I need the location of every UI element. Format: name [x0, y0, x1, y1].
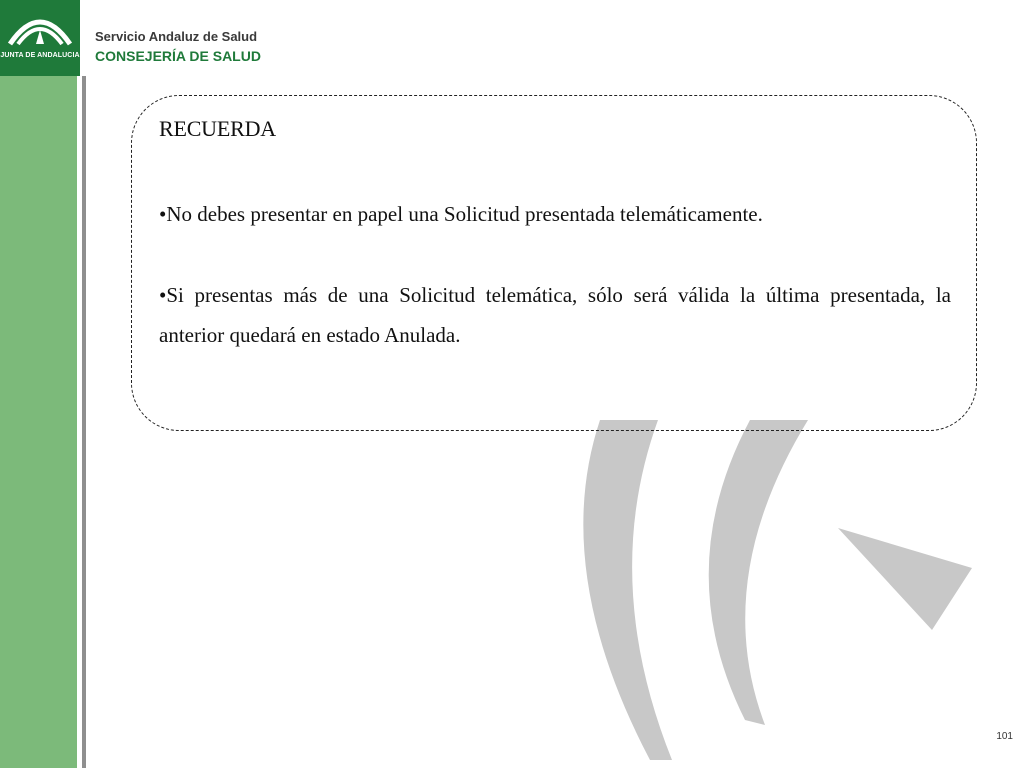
junta-andalucia-logo-icon [0, 0, 80, 76]
logo-caption: JUNTA DE ANDALUCIA [0, 52, 80, 59]
sas-watermark-icon [560, 420, 980, 760]
gray-divider [82, 76, 86, 768]
page-number: 101 [996, 731, 1013, 742]
org-name: Servicio Andaluz de Salud [95, 29, 258, 44]
callout-item: •Si presentas más de una Solicitud telemática, sólo será válida la última presentada, la anterior quedará en estado Anulada. [159, 283, 951, 347]
callout-item: •No debes presentar en papel una Solicitud presentada telemáticamente. [159, 202, 763, 226]
org-department: CONSEJERÍA DE SALUD [95, 48, 261, 64]
recuerda-callout-box [131, 95, 977, 431]
green-side-bar [0, 76, 77, 768]
callout-title: RECUERDA [159, 116, 276, 141]
